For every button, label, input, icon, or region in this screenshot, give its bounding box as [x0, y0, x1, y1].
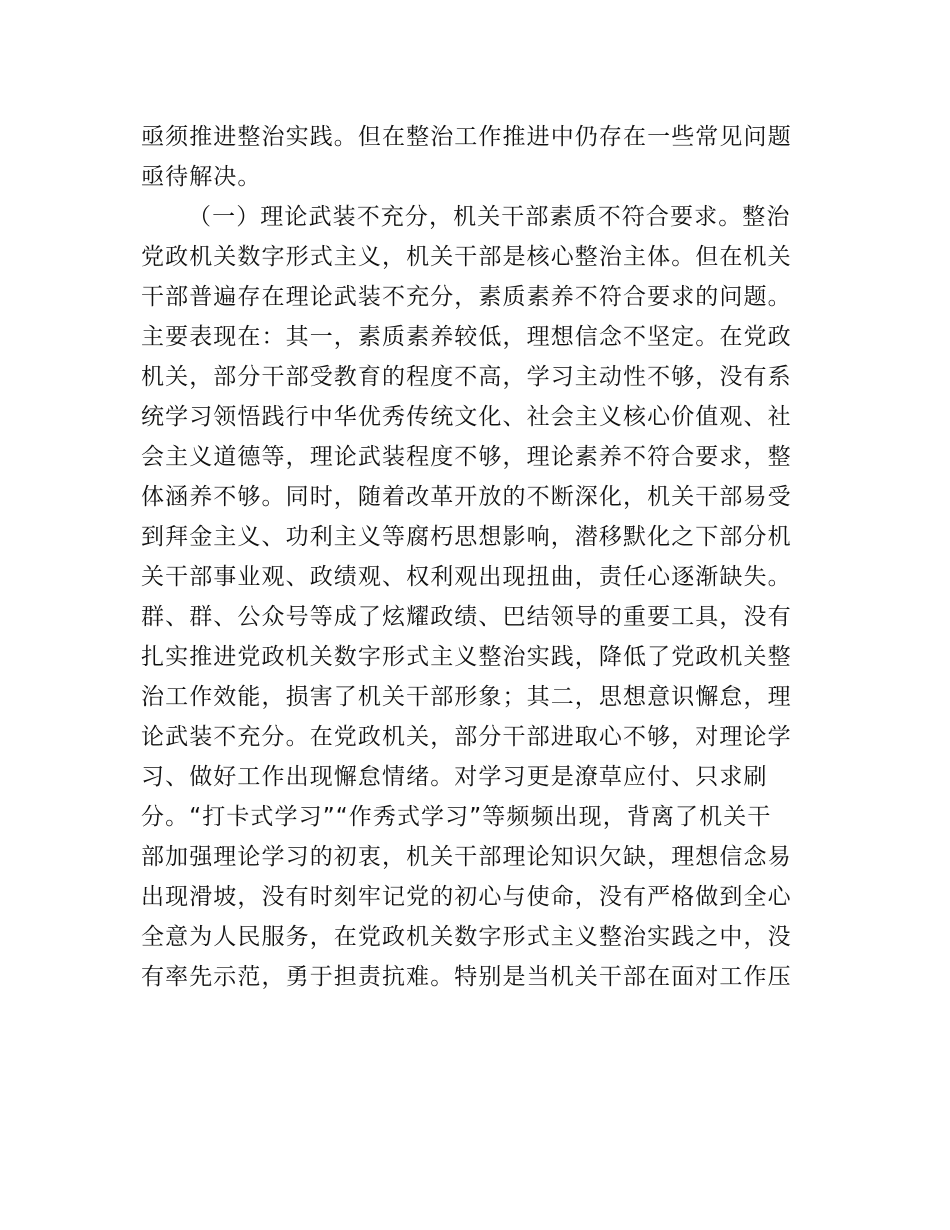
text-line: 扎实推进党政机关数字形式主义整治实践，降低了党政机关整 [141, 644, 792, 670]
text-line: 部加强理论学习的初衷，机关干部理论知识欠缺，理想信念易 [141, 844, 792, 870]
text-line: 亟待解决。 [141, 164, 262, 190]
text-line: 到拜金主义、功利主义等腐朽思想影响，潜移默化之下部分机 [141, 524, 792, 550]
text-line: 习、做好工作出现懈怠情绪。对学习更是潦草应付、只求刷 [141, 764, 768, 790]
text-line: 主要表现在：其一，素质素养较低，理想信念不坚定。在党政 [141, 324, 792, 350]
text-line: 亟须推进整治实践。但在整治工作推进中仍存在一些常见问题 [141, 124, 792, 150]
text-line: 关干部事业观、政绩观、权利观出现扭曲，责任心逐渐缺失。 [141, 564, 792, 590]
text-line: 论武装不充分。在党政机关，部分干部进取心不够，对理论学 [141, 724, 792, 750]
section-heading-line: （一）理论武装不充分，机关干部素质不符合要求。整治 [188, 204, 791, 230]
text-line: 全意为人民服务，在党政机关数字形式主义整治实践之中，没 [141, 924, 792, 950]
text-line: 机关，部分干部受教育的程度不高，学习主动性不够，没有系 [141, 364, 792, 390]
text-line: 体涵养不够。同时，随着改革开放的不断深化，机关干部易受 [141, 484, 792, 510]
paragraph-2 [141, 197, 813, 997]
text-line: 治工作效能，损害了机关干部形象；其二，思想意识懈怠，理 [141, 684, 792, 710]
text-line: 会主义道德等，理论武装程度不够，理论素养不符合要求，整 [141, 444, 792, 470]
document-body [141, 117, 813, 997]
text-line: 分。“打卡式学习”“作秀式学习”等频频出现，背离了机关干 [141, 804, 772, 830]
text-line: 统学习领悟践行中华优秀传统文化、社会主义核心价值观、社 [141, 404, 792, 430]
text-line: 有率先示范，勇于担责抗难。特别是当机关干部在面对工作压 [141, 964, 792, 990]
text-line: 出现滑坡，没有时刻牢记党的初心与使命，没有严格做到全心 [141, 884, 792, 910]
text-line: 干部普遍存在理论武装不充分，素质素养不符合要求的问题。 [141, 284, 792, 310]
text-line: 群、群、公众号等成了炫耀政绩、巴结领导的重要工具，没有 [141, 604, 792, 630]
text-line: 党政机关数字形式主义，机关干部是核心整治主体。但在机关 [141, 244, 792, 270]
paragraph-1 [141, 117, 813, 197]
